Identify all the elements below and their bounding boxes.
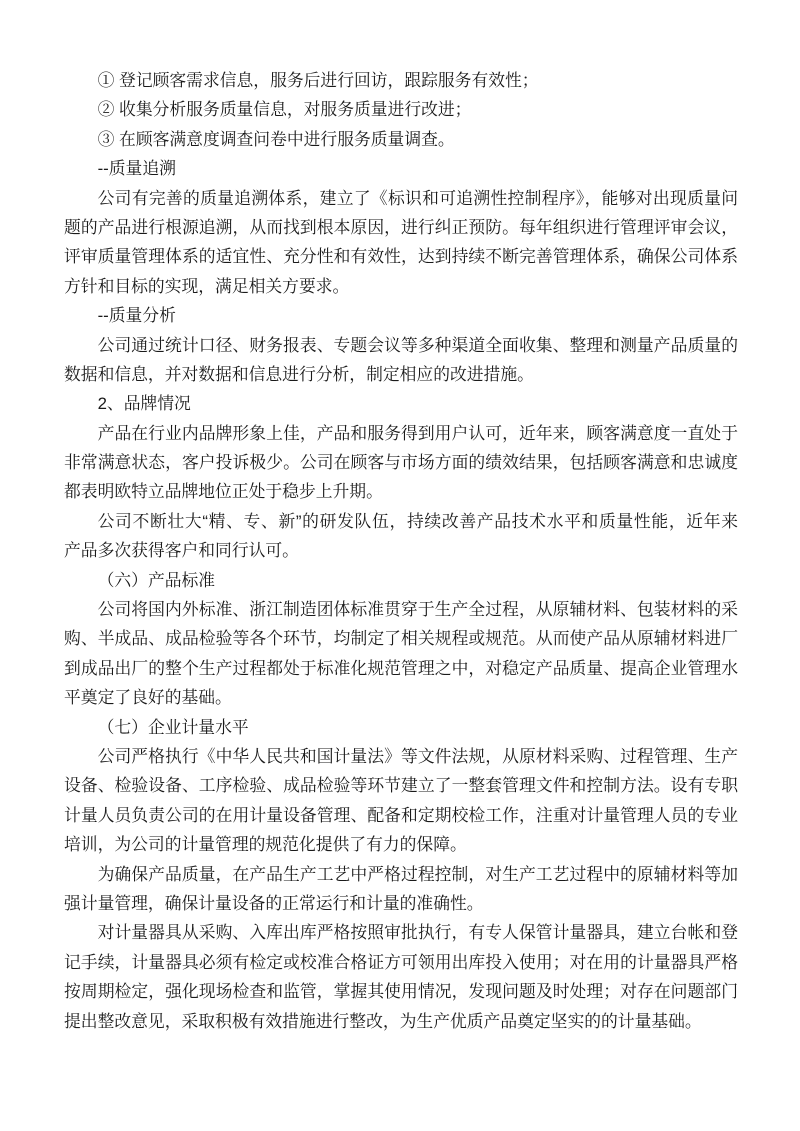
text-line: 按周期检定，强化现场检查和监管，掌握其使用情况，发现问题及时处理；对存在问题部门 xyxy=(64,982,738,1002)
text-line: 到成品出厂的整个生产过程都处于标准化规范管理之中，对稳定产品质量、提高企业管理水 xyxy=(64,658,738,678)
text-line: ① 登记顾客需求信息，服务后进行回访，跟踪服务有效性； xyxy=(97,71,539,90)
text-line: ③ 在顾客满意度调查问卷中进行服务质量调查。 xyxy=(97,129,455,149)
text-line: 产品多次获得客户和同行认可。 xyxy=(64,541,299,561)
document-body xyxy=(64,66,738,1036)
text-line: 数据和信息，并对数据和信息进行分析，制定相应的改进措施。 xyxy=(64,364,534,384)
text-line: 为确保产品质量，在产品生产工艺中严格过程控制，对生产工艺过程中的原辅材料等加 xyxy=(97,864,738,884)
text-line: 非常满意状态，客户投诉极少。公司在顾客与市场方面的绩效结果，包括顾客满意和忠诚度 xyxy=(64,453,738,473)
text-line: （七）企业计量水平 xyxy=(97,717,249,737)
text-line: 培训，为公司的计量管理的规范化提供了有力的保障。 xyxy=(64,835,467,855)
text-line: 公司有完善的质量追溯体系，建立了《标识和可追溯性控制程序》，能够对出现质量问 xyxy=(97,188,738,208)
text-line: 购、半成品、成品检验等各个环节，均制定了相关规程或规范。从而使产品从原辅材料进厂 xyxy=(64,629,738,649)
text-line: --质量追溯 xyxy=(97,159,176,179)
text-line: 公司不断壮大“精、专、新”的研发队伍，持续改善产品技术水平和质量性能，近年来 xyxy=(97,511,738,531)
text-line: 题的产品进行根源追溯，从而找到根本原因，进行纠正预防。每年组织进行管理评审会议， xyxy=(64,217,738,237)
text-line: 都表明欧特立品牌地位正处于稳步上升期。 xyxy=(64,482,383,502)
text-line: 2、品牌情况 xyxy=(97,394,191,414)
text-line: 平奠定了良好的基础。 xyxy=(64,688,232,708)
text-line: 记手续，计量器具必须有检定或校准合格证方可领用出库投入使用；对在用的计量器具严格 xyxy=(64,952,738,972)
text-line: 提出整改意见，采取积极有效措施进行整改，为生产优质产品奠定坚实的的计量基础。 xyxy=(64,1011,702,1031)
text-line: 产品在行业内品牌形象上佳，产品和服务得到用户认可，近年来，顾客满意度一直处于 xyxy=(97,423,738,443)
text-line: 公司将国内外标准、浙江制造团体标准贯穿于生产全过程，从原辅材料、包装材料的采 xyxy=(97,600,738,620)
text-line: 公司通过统计口径、财务报表、专题会议等多种渠道全面收集、整理和测量产品质量的 xyxy=(97,335,738,355)
text-line: 公司严格执行《中华人民共和国计量法》等文件法规，从原材料采购、过程管理、生产 xyxy=(97,746,738,766)
text-line: 对计量器具从采购、入库出库严格按照审批执行，有专人保管计量器具，建立台帐和登 xyxy=(97,923,738,943)
text-line: ② 收集分析服务质量信息，对服务质量进行改进； xyxy=(97,100,472,120)
text-line: 计量人员负责公司的在用计量设备管理、配备和定期校检工作，注重对计量管理人员的专业 xyxy=(64,805,738,825)
text-line: 设备、检验设备、工序检验、成品检验等环节建立了一整套管理文件和控制方法。设有专职 xyxy=(64,776,738,796)
text-line: 方针和目标的实现，满足相关方要求。 xyxy=(64,276,350,296)
text-line: --质量分析 xyxy=(97,306,176,326)
text-line: 评审质量管理体系的适宜性、充分性和有效性，达到持续不断完善管理体系，确保公司体系 xyxy=(64,247,738,267)
text-line: （六）产品标准 xyxy=(97,570,216,590)
text-line: 强计量管理，确保计量设备的正常运行和计量的准确性。 xyxy=(64,893,484,913)
